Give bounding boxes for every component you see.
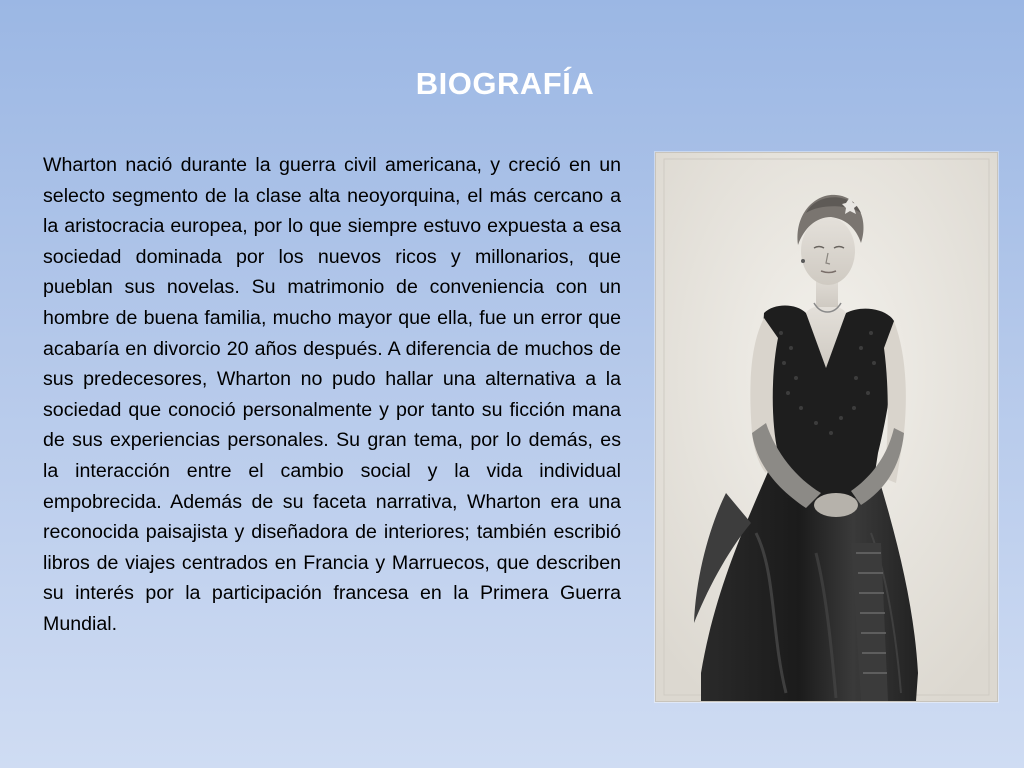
portrait-photo xyxy=(655,152,998,702)
slide-title: BIOGRAFÍA xyxy=(415,66,595,101)
biography-text: Wharton nació durante la guerra civil americana, y creció en un selecto segmento de la clase alta neoyorquina, el más cercano a la aristocracia europea, por lo que siempre estuvo expuesta a esa sociedad dominada por los nuevos ricos y millonarios, que pueblan sus novelas. Su matrimonio de conveniencia con un hombre de buena familia, mucho mayor que ella, fue un error que acabaría en divorcio 20 años después. A diferencia de muchos de sus predecesores, Wharton no pudo hallar una alternativa a la sociedad que conoció personalmente y por tanto su ficción mana de sus experiencias personales. Su gran tema, por lo demás, es la interacción entre el cambio social y la vida individual empobrecida. Además de su faceta narrativa, Wharton era una reconocida paisajista y diseñadora de interiores; también escribió libros de viajes centrados en Francia y Marruecos, que describen su interés por la participación francesa en la Primera Guerra Mundial. xyxy=(43,154,621,635)
